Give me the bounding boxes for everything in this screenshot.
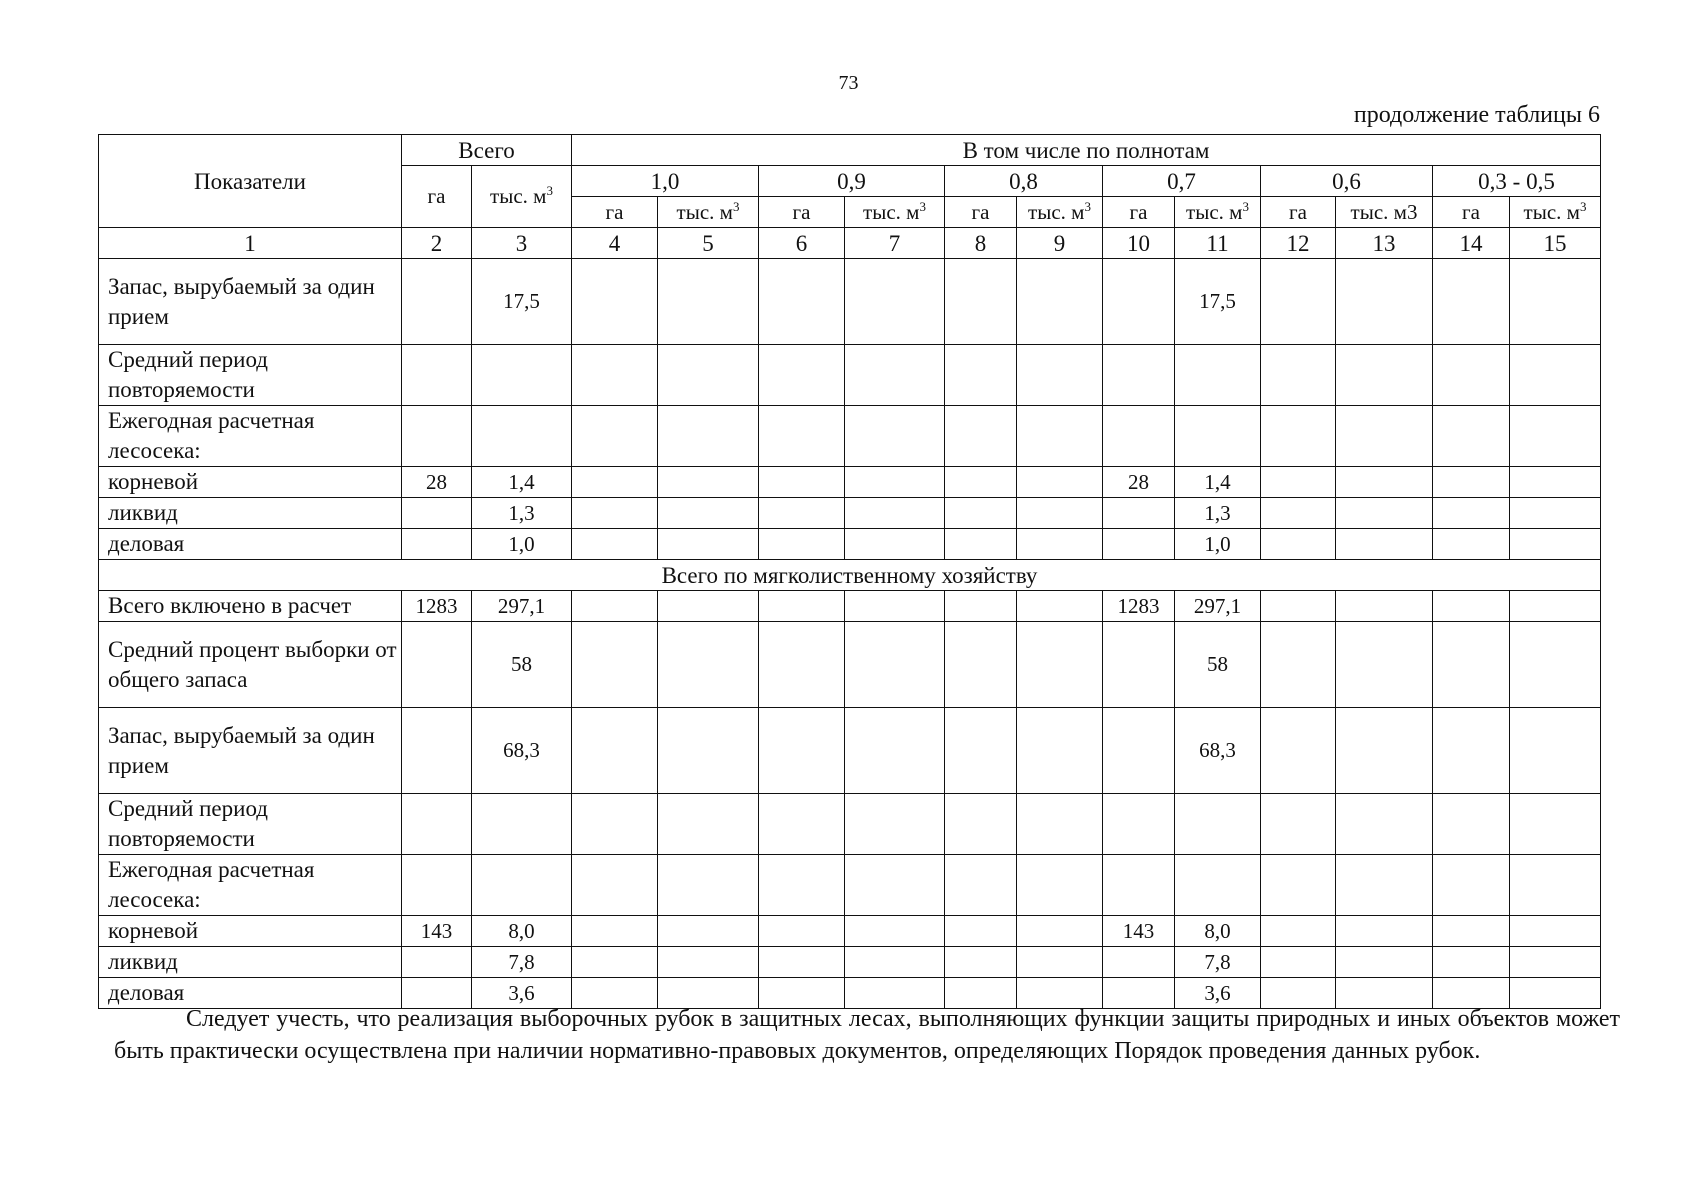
table-cell [572, 591, 658, 622]
table-cell: 297,1 [1175, 591, 1261, 622]
table-cell: 58 [1175, 622, 1261, 708]
table-cell [945, 529, 1017, 560]
table-cell: 297,1 [472, 591, 572, 622]
table-cell: 7,8 [472, 947, 572, 978]
table-cell [845, 467, 945, 498]
table-cell [1175, 855, 1261, 916]
table-cell [945, 591, 1017, 622]
table-cell [572, 855, 658, 916]
table-cell [1017, 591, 1103, 622]
header-unit-m3: тыс. $м^3$ [1510, 197, 1601, 228]
table-cell [759, 916, 845, 947]
table-cell: 17,5 [1175, 259, 1261, 345]
row-label: Запас, вырубаемый за один прием [99, 259, 402, 345]
table-cell [1261, 622, 1336, 708]
table-row [99, 498, 1601, 529]
table-row [99, 345, 1601, 406]
table-cell [1336, 345, 1433, 406]
table-cell: 1,4 [1175, 467, 1261, 498]
table-cell [1017, 855, 1103, 916]
table-cell [1103, 794, 1175, 855]
table-cell [1017, 406, 1103, 467]
column-number: 13 [1336, 228, 1433, 259]
table-row [99, 259, 1601, 345]
table-cell [1261, 708, 1336, 794]
table-cell [1261, 794, 1336, 855]
table-cell [1017, 345, 1103, 406]
table-row [99, 467, 1601, 498]
table-cell [845, 794, 945, 855]
table-cell [572, 498, 658, 529]
table-cell [402, 345, 472, 406]
table-row [99, 406, 1601, 467]
table-cell [1433, 345, 1510, 406]
table-cell [1017, 622, 1103, 708]
table-cell [1433, 498, 1510, 529]
header-total: Всего [402, 135, 572, 166]
column-number: 3 [472, 228, 572, 259]
table-cell [1336, 406, 1433, 467]
column-number: 1 [99, 228, 402, 259]
table-row [99, 708, 1601, 794]
table-cell [945, 467, 1017, 498]
table-cell [1103, 259, 1175, 345]
table-cell [1433, 591, 1510, 622]
table-cell [945, 916, 1017, 947]
table-cell [1175, 345, 1261, 406]
header-unit-m3: тыс. м3 [1336, 197, 1433, 228]
table-cell [845, 259, 945, 345]
table-cell: 8,0 [1175, 916, 1261, 947]
header-unit-ha: га [1261, 197, 1336, 228]
table-cell [1433, 622, 1510, 708]
table-row [99, 622, 1601, 708]
table-cell [1017, 947, 1103, 978]
table-cell [1336, 591, 1433, 622]
header-unit-ha: га [945, 197, 1017, 228]
table-cell: 68,3 [1175, 708, 1261, 794]
table-cell [759, 622, 845, 708]
table-cell [1336, 467, 1433, 498]
table-cell [1261, 259, 1336, 345]
table-cell: 1283 [1103, 591, 1175, 622]
table-cell [759, 529, 845, 560]
header-indicators: Показатели [99, 135, 402, 228]
column-number: 7 [845, 228, 945, 259]
table-cell: 1,0 [472, 529, 572, 560]
table-cell [572, 529, 658, 560]
table-cell [1017, 794, 1103, 855]
table-cell [1336, 794, 1433, 855]
table-cell [845, 855, 945, 916]
table-cell [402, 498, 472, 529]
row-label: ликвид [99, 498, 402, 529]
table-cell [845, 591, 945, 622]
table-cell [1103, 708, 1175, 794]
table-cell [1017, 467, 1103, 498]
table-cell [759, 406, 845, 467]
table-cell [402, 947, 472, 978]
table-cell [759, 947, 845, 978]
table-caption: продолжение таблицы 6 [1353, 102, 1600, 128]
column-number: 14 [1433, 228, 1510, 259]
header-unit-m3: тыс. $м^3$ [1175, 197, 1261, 228]
table-cell [1336, 622, 1433, 708]
row-label: корневой [99, 467, 402, 498]
table-cell [1510, 794, 1601, 855]
table-cell [1510, 916, 1601, 947]
row-label: Средний период повторяемости [99, 794, 402, 855]
header-group-4: 0,6 [1261, 166, 1433, 197]
table-cell [1336, 259, 1433, 345]
table-cell [845, 498, 945, 529]
table-cell [1510, 708, 1601, 794]
column-number: 4 [572, 228, 658, 259]
table-cell [1261, 498, 1336, 529]
table-cell [1336, 947, 1433, 978]
header-unit-m3: тыс. $м^3$ [845, 197, 945, 228]
row-label: Всего включено в расчет [99, 591, 402, 622]
table-cell [572, 467, 658, 498]
header-group-0: 1,0 [572, 166, 759, 197]
table-cell [1103, 345, 1175, 406]
table-cell [402, 855, 472, 916]
table-cell [1510, 345, 1601, 406]
table-cell [572, 259, 658, 345]
table-cell: 1,0 [1175, 529, 1261, 560]
table-cell [572, 708, 658, 794]
table-cell: 28 [402, 467, 472, 498]
header-unit-ha: га [1433, 197, 1510, 228]
table-cell [658, 591, 759, 622]
table-cell [1261, 467, 1336, 498]
column-number: 15 [1510, 228, 1601, 259]
body-paragraph: Следует учесть, что реализация выборочных рубок в защитных лесах, выполняющих функции защиты природных и иных объектов может быть практически осуществлена при наличии нормативно-правовых документов, определяющих Порядок проведения данных рубок. [114, 1006, 1620, 1064]
table-cell [472, 406, 572, 467]
table-cell [845, 916, 945, 947]
table-row [99, 591, 1601, 622]
table-cell [759, 345, 845, 406]
table-cell [1433, 406, 1510, 467]
table-cell [1175, 794, 1261, 855]
row-label: деловая [99, 529, 402, 560]
table-cell [1261, 529, 1336, 560]
table-cell [1510, 591, 1601, 622]
table-cell: 1,3 [472, 498, 572, 529]
table-cell [759, 794, 845, 855]
table-cell [1017, 708, 1103, 794]
table-cell [1261, 406, 1336, 467]
table-cell [845, 345, 945, 406]
table-cell: 17,5 [472, 259, 572, 345]
table-cell [658, 467, 759, 498]
table-row [99, 529, 1601, 560]
table-cell: 1,4 [472, 467, 572, 498]
table-cell [1433, 529, 1510, 560]
table-row [99, 855, 1601, 916]
table-cell [402, 259, 472, 345]
table-cell [658, 259, 759, 345]
table-cell [1433, 467, 1510, 498]
table-cell [1103, 622, 1175, 708]
table-cell [1261, 855, 1336, 916]
row-label: Ежегодная расчетная лесосека: [99, 855, 402, 916]
table-cell [658, 947, 759, 978]
table-cell [945, 708, 1017, 794]
table-cell [845, 529, 945, 560]
header-total-m3: тыс. $м^3$ [472, 166, 572, 228]
table-cell [945, 259, 1017, 345]
table-cell [1336, 855, 1433, 916]
table-cell [845, 947, 945, 978]
table-cell [472, 345, 572, 406]
table-cell [845, 622, 945, 708]
table-cell [759, 467, 845, 498]
row-label: Средний период повторяемости [99, 345, 402, 406]
table-cell [1017, 916, 1103, 947]
table-cell [759, 259, 845, 345]
table-cell [402, 708, 472, 794]
table-cell [1017, 498, 1103, 529]
table-cell [472, 794, 572, 855]
table-cell [658, 916, 759, 947]
table-cell [759, 591, 845, 622]
column-number: 6 [759, 228, 845, 259]
table-cell [1103, 855, 1175, 916]
table-cell [572, 406, 658, 467]
table-cell [1510, 259, 1601, 345]
row-label: ликвид [99, 947, 402, 978]
table-row [99, 794, 1601, 855]
table-cell [1017, 529, 1103, 560]
header-unit-m3: тыс. $м^3$ [658, 197, 759, 228]
header-total-ha: га [402, 166, 472, 228]
table-cell [1510, 467, 1601, 498]
table-cell [1336, 916, 1433, 947]
table-cell [402, 794, 472, 855]
header-group-3: 0,7 [1103, 166, 1261, 197]
table-cell [658, 794, 759, 855]
header-including: В том числе по полнотам [572, 135, 1601, 166]
table-cell [1336, 529, 1433, 560]
table-cell [945, 345, 1017, 406]
table-cell [1510, 529, 1601, 560]
column-number: 5 [658, 228, 759, 259]
row-label: Средний процент выборки от общего запаса [99, 622, 402, 708]
table-cell [1261, 916, 1336, 947]
table-cell [1103, 529, 1175, 560]
header-group-1: 0,9 [759, 166, 945, 197]
table-cell: 58 [472, 622, 572, 708]
table-cell [1433, 947, 1510, 978]
table-cell [1261, 947, 1336, 978]
table-cell [1103, 947, 1175, 978]
table-cell [1510, 947, 1601, 978]
table-cell [658, 345, 759, 406]
header-unit-ha: га [572, 197, 658, 228]
table-cell [1433, 708, 1510, 794]
table-row [99, 916, 1601, 947]
table-cell [658, 529, 759, 560]
table-cell: 143 [402, 916, 472, 947]
table-cell [658, 498, 759, 529]
table-cell [658, 406, 759, 467]
table-cell [572, 794, 658, 855]
table-cell [1103, 406, 1175, 467]
table-cell [1433, 259, 1510, 345]
table-cell: 3,6 [472, 978, 572, 1009]
table-cell [572, 622, 658, 708]
column-number: 11 [1175, 228, 1261, 259]
table-cell [1433, 794, 1510, 855]
table-cell: 1283 [402, 591, 472, 622]
row-label: корневой [99, 916, 402, 947]
table-cell [1510, 855, 1601, 916]
table-cell [1433, 855, 1510, 916]
table-cell [402, 622, 472, 708]
table-cell [945, 855, 1017, 916]
table-cell [658, 855, 759, 916]
section-title: Всего по мягколиственному хозяйству [99, 560, 1601, 591]
column-number: 10 [1103, 228, 1175, 259]
table-cell [658, 622, 759, 708]
table-cell [1433, 916, 1510, 947]
table-cell [1175, 406, 1261, 467]
table-cell: 7,8 [1175, 947, 1261, 978]
cutting-table [98, 134, 1601, 1009]
table-cell [1510, 622, 1601, 708]
column-number: 9 [1017, 228, 1103, 259]
table-cell [945, 947, 1017, 978]
page-number: 73 [838, 72, 859, 94]
table-cell [1261, 345, 1336, 406]
row-label: деловая [99, 978, 402, 1009]
row-label: Ежегодная расчетная лесосека: [99, 406, 402, 467]
table-cell [402, 529, 472, 560]
header-unit-m3: тыс. $м^3$ [1017, 197, 1103, 228]
table-cell [1336, 708, 1433, 794]
table-row [99, 947, 1601, 978]
table-cell [759, 855, 845, 916]
table-cell [845, 406, 945, 467]
row-label: Запас, вырубаемый за один прием [99, 708, 402, 794]
table-cell [1336, 498, 1433, 529]
table-cell [472, 855, 572, 916]
table-cell [845, 708, 945, 794]
table-cell [945, 622, 1017, 708]
header-group-2: 0,8 [945, 166, 1103, 197]
table-cell [658, 708, 759, 794]
table-cell [1261, 591, 1336, 622]
table-cell [1103, 498, 1175, 529]
table-cell [945, 406, 1017, 467]
table-cell: 8,0 [472, 916, 572, 947]
table-cell: 1,3 [1175, 498, 1261, 529]
table-cell [945, 794, 1017, 855]
table-cell [572, 947, 658, 978]
header-unit-ha: га [759, 197, 845, 228]
table-cell: 3,6 [1175, 978, 1261, 1009]
table-cell: 68,3 [472, 708, 572, 794]
table-cell [759, 708, 845, 794]
table-cell [1510, 498, 1601, 529]
header-unit-ha: га [1103, 197, 1175, 228]
column-number: 12 [1261, 228, 1336, 259]
table-cell [1510, 406, 1601, 467]
column-number: 2 [402, 228, 472, 259]
table-cell [402, 406, 472, 467]
table-cell: 28 [1103, 467, 1175, 498]
header-group-5: 0,3 - 0,5 [1433, 166, 1601, 197]
table-cell [945, 498, 1017, 529]
table-cell [572, 916, 658, 947]
column-number: 8 [945, 228, 1017, 259]
table-cell [572, 345, 658, 406]
table-cell [759, 498, 845, 529]
table-cell [1017, 259, 1103, 345]
table-cell: 143 [1103, 916, 1175, 947]
